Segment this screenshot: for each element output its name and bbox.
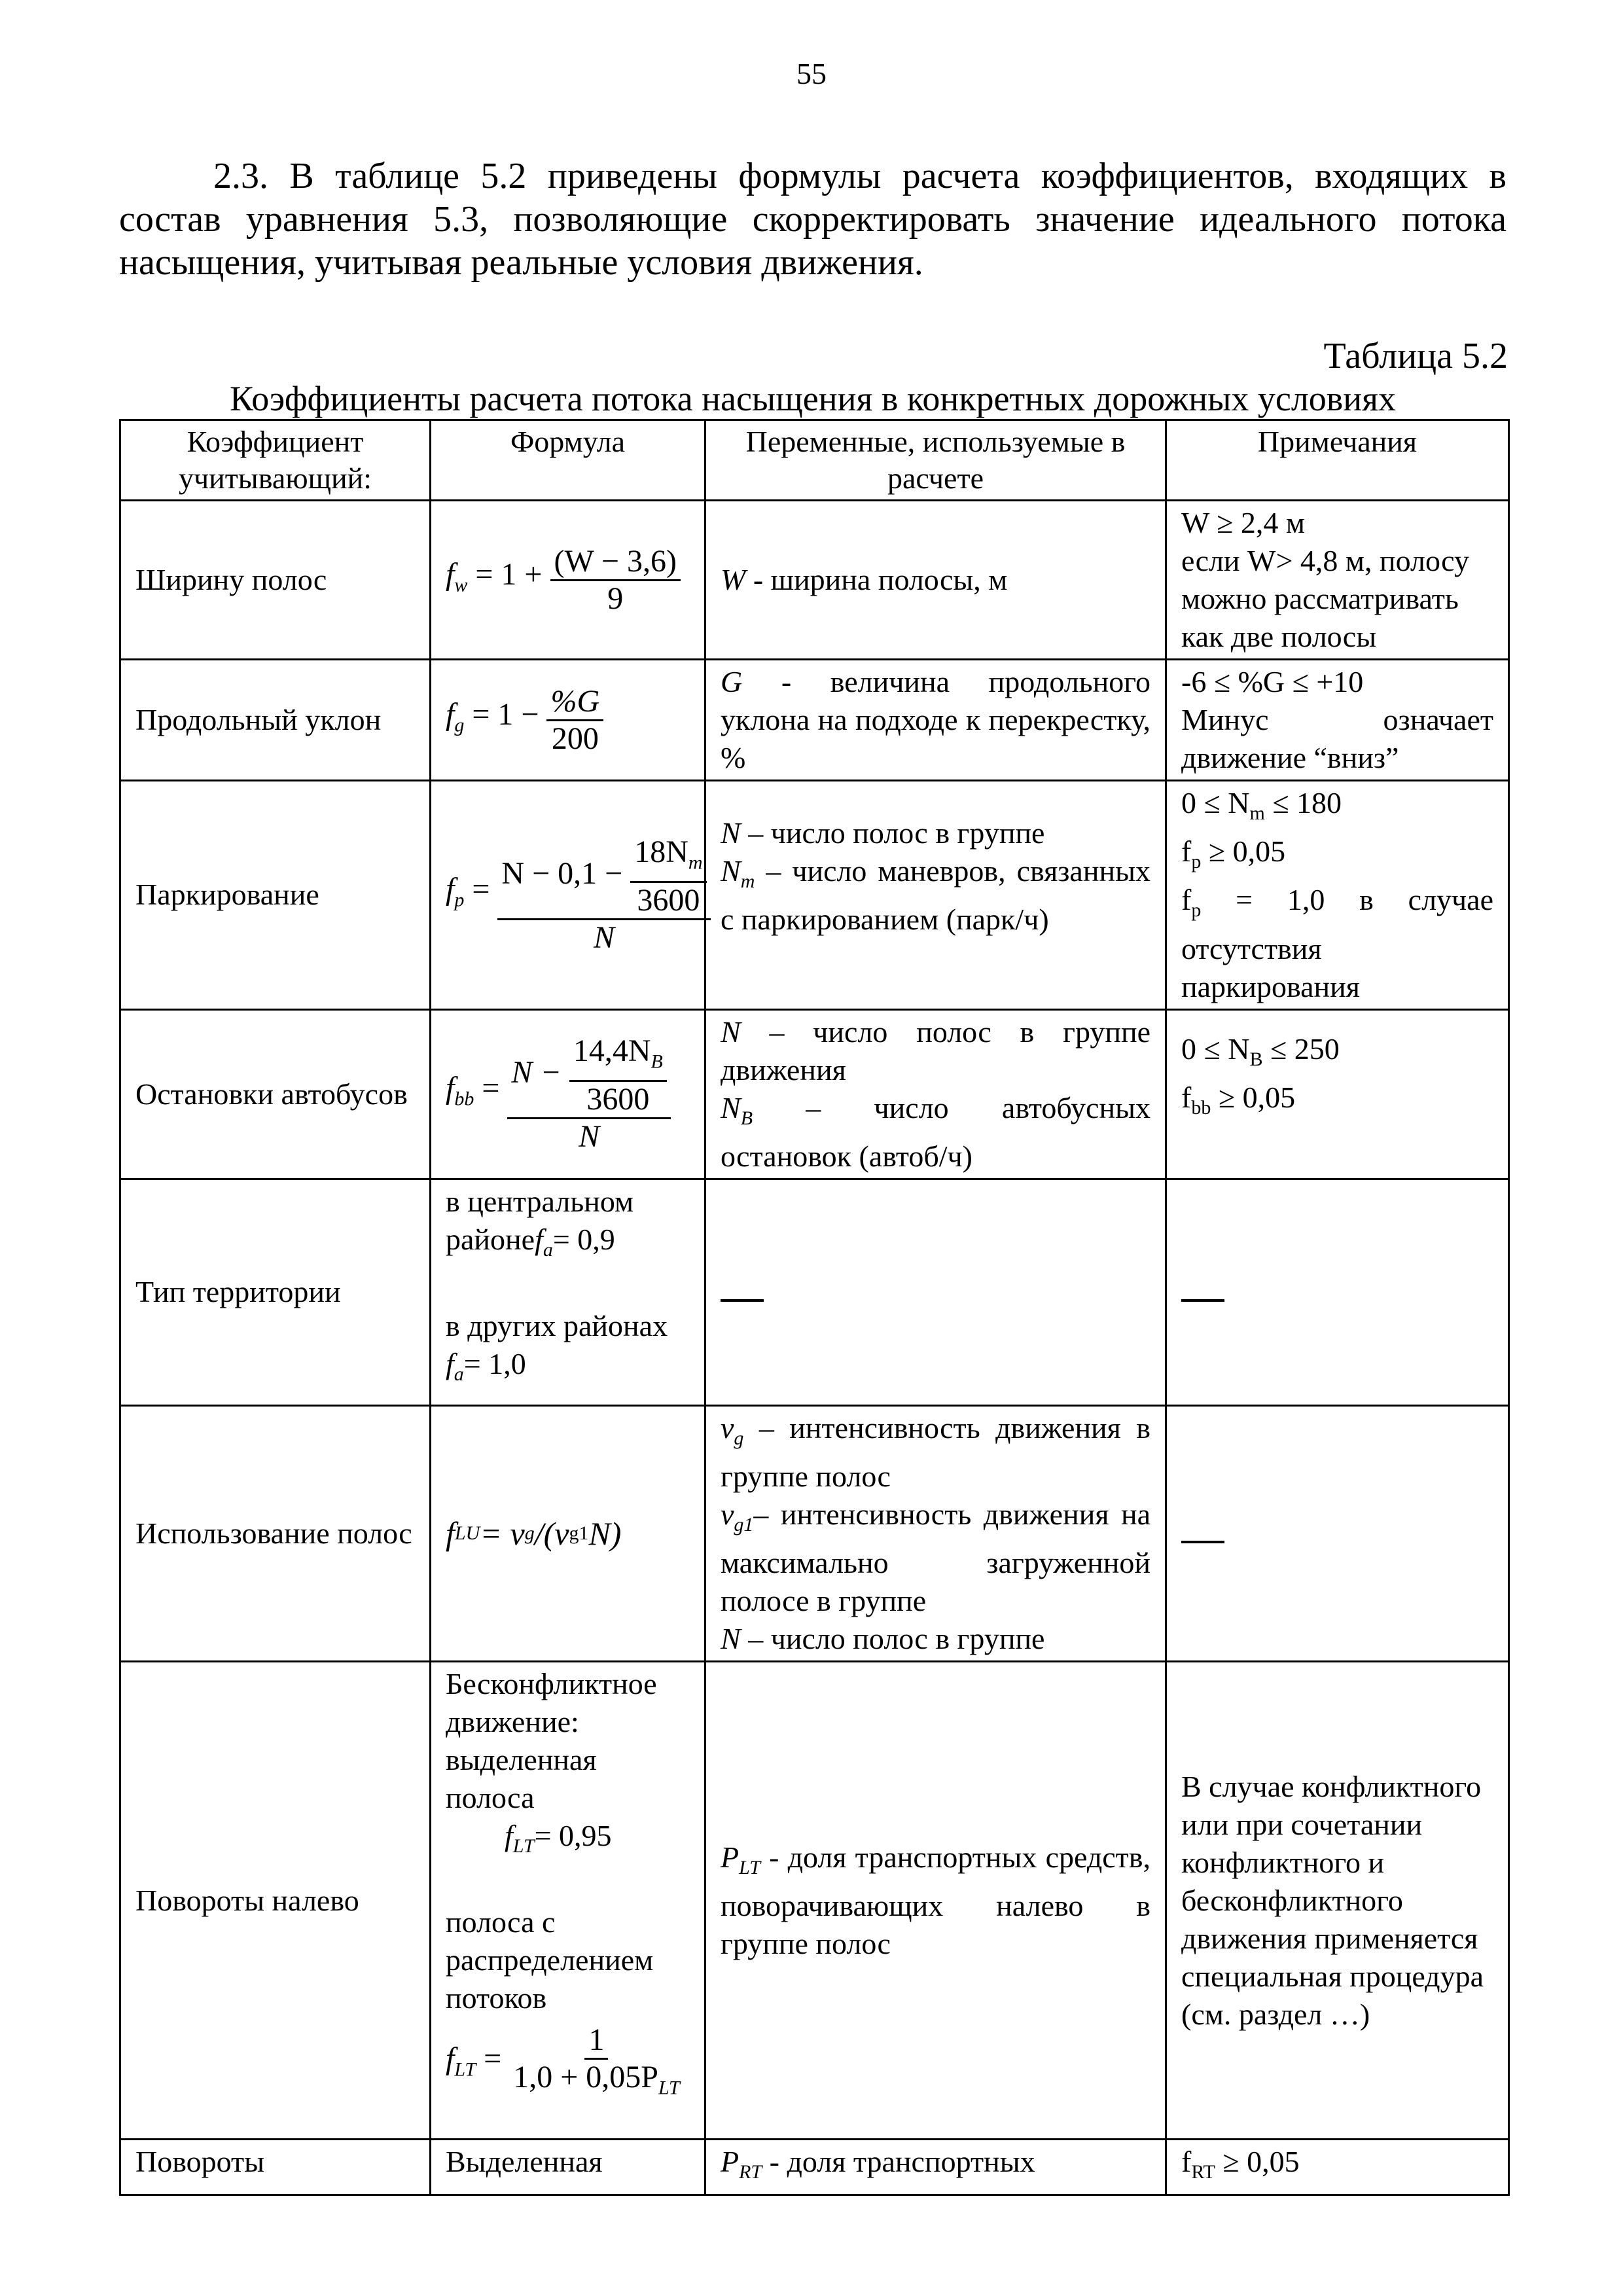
intro-line-1: 2.3. В таблице 5.2 приведены формулы расчета коэффициентов, входящих в — [213, 156, 1507, 196]
table-caption: Коэффициенты расчета потока насыщения в конкретных дорожных условиях — [229, 379, 1397, 418]
table-header-row — [120, 420, 1509, 501]
intro-paragraph — [119, 154, 1507, 284]
formula-right-turn: Выделенная — [431, 2140, 705, 2195]
vars-bus: N – число полос в группе движения $N_B$ – число автобусных остановок (автоб/ч) — [705, 1009, 1166, 1179]
notes-bus: $0 \le N_B \le 250$ $f_{bb} \ge 0,05$ — [1166, 1009, 1509, 1179]
notes-area — [1166, 1179, 1509, 1405]
table-row — [120, 1009, 1509, 1179]
table-row — [120, 1179, 1509, 1405]
notes-lane-util — [1166, 1405, 1509, 1661]
table-row — [120, 1405, 1509, 1661]
notes-width: W ≥ 2,4 м если W> 4,8 м, полосу можно рассматривать как две полосы — [1166, 501, 1509, 660]
coef-grade: Продольный уклон — [120, 660, 431, 781]
coef-bus: Остановки автобусов — [120, 1009, 431, 1179]
vars-parking: N – число полос в группе $N_m$ – число маневров, связанных с паркированием (парк/ч) — [705, 781, 1166, 1010]
coef-lane-util: Использование полос — [120, 1405, 431, 1661]
formula-lane-util: f LU = v g /(v g1 N) — [431, 1405, 705, 1661]
table-row — [120, 2140, 1509, 2195]
table-label: Таблица 5.2 — [1323, 336, 1508, 376]
coef-right-turn: Повороты — [120, 2140, 431, 2195]
vars-grade: G - величина продольного уклона на подходе к перекрестку, % — [705, 660, 1166, 781]
header-notes: Примечания — [1166, 420, 1509, 501]
notes-parking: $0 \le N_m \le 180$ $f_p \ge 0,05$ $f_p = 1,0$ в случае отсутствия паркирования — [1166, 781, 1509, 1010]
formula-left-turn: Бесконфликтное движение: выделенная полоса $f_{LT}= 0,95$ полоса с распределением потоков $f_{LT}$ = $\frac{1}{1,0 + 0,05P_{LT}}$ — [431, 1662, 705, 2140]
table-row — [120, 781, 1509, 1010]
formula-bus: $f_{bb}$ = N − $\frac{14,4N_B}{3600}$ N — [431, 1009, 705, 1179]
coefficients-table — [119, 419, 1510, 2196]
intro-line-2: состав уравнения 5.3, позволяющие скорректировать значение идеального потока — [119, 199, 1507, 240]
table-row — [120, 1662, 1509, 2140]
page-number: 55 — [796, 57, 827, 90]
coef-parking: Паркирование — [120, 781, 431, 1010]
formula-area: в центральном районеf$_a$= 0,9 в других районах $f_a= 1,0$ — [431, 1179, 705, 1405]
formula-parking: $f_p$ = N − 0,1 − $\frac{18N_m}{3600}$ N — [431, 781, 705, 1010]
coef-area: Тип территории — [120, 1179, 431, 1405]
vars-lane-util: $v_g$ – интенсивность движения в группе полос $v_{g1}-$ интенсивность движения на максимально загруженной полосе в группе N – число полос в группе — [705, 1405, 1166, 1661]
coef-width: Ширину полос — [120, 501, 431, 660]
vars-area — [705, 1179, 1166, 1405]
intro-line-3: насыщения, учитывая реальные условия движения. — [119, 242, 923, 283]
table-row — [120, 660, 1509, 781]
header-formula: Формула — [431, 420, 705, 501]
coef-left-turn: Повороты налево — [120, 1662, 431, 2140]
dash-mark — [1181, 1299, 1224, 1302]
vars-width: W - ширина полосы, м — [705, 501, 1166, 660]
notes-grade: -6 ≤ %G ≤ +10 Минус означает движение “вниз” — [1166, 660, 1509, 781]
header-coefficient: Коэффициент учитывающий: — [120, 420, 431, 501]
header-variables: Переменные, используемые в расчете — [705, 420, 1166, 501]
formula-grade: $f_g = 1$ − $\frac{\%G}{200}$ — [431, 660, 705, 781]
notes-left-turn: В случае конфликтного или при сочетании конфликтного и бесконфликтного движения применяется специальная процедура (см. раздел …) — [1166, 1662, 1509, 2140]
dash-mark — [721, 1299, 764, 1302]
table-row — [120, 501, 1509, 660]
vars-right-turn: $P_{RT}$ - доля транспортных — [705, 2140, 1166, 2195]
formula-width: $f_w = 1$ + $\frac{(W - 3,6)}{9}$ — [431, 501, 705, 660]
dash-mark — [1181, 1541, 1224, 1543]
notes-right-turn: $f_{RT} \ge 0,05$ — [1166, 2140, 1509, 2195]
vars-left-turn: $P_{LT}$ - доля транспортных средств, поворачивающих налево в группе полос — [705, 1662, 1166, 2140]
